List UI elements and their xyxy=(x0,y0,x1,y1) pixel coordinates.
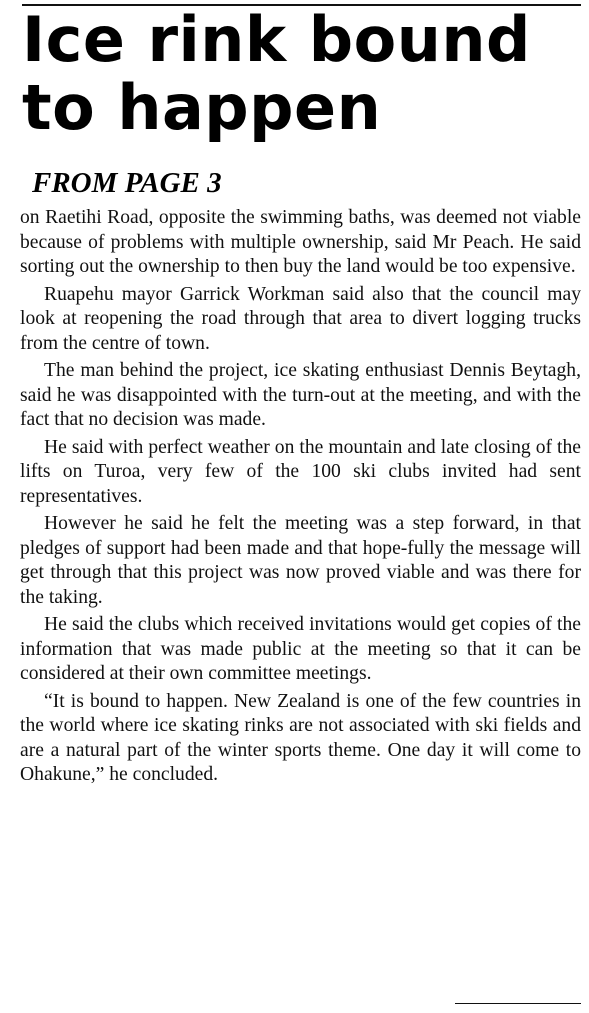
end-rule xyxy=(455,1003,581,1004)
headline-line-2: to happen xyxy=(22,71,382,144)
paragraph-6: He said the clubs which received invitations would get copies of the information that was made public at the meeting so that it can be considered at their own committee meetings. xyxy=(20,614,581,684)
headline-line-1: Ice rink bound xyxy=(22,3,531,76)
paragraph-5: However he said he felt the meeting was a step forward, in that pledges of support had been made and that hope-fully the message will get through that this project was now proved viable and was there for the taking. xyxy=(20,513,581,608)
paragraph-2: Ruapehu mayor Garrick Workman said also that the council may look at reopening the road through that area to divert logging trucks from the centre of town. xyxy=(20,283,581,354)
paragraph-7: “It is bound to happen. New Zealand is one of the few countries in the world where ice skating rinks are not associated with ski fields and are a natural part of the winter sports theme. One day it will come to Ohakune,” he concluded. xyxy=(20,690,581,785)
headline xyxy=(22,3,582,144)
paragraph-1: on Raetihi Road, opposite the swimming baths, was deemed not viable because of problems with multiple ownership, said Mr Peach. He said sorting out the ownership to then buy the land would be too expensive. xyxy=(20,207,581,277)
continued-from-kicker: FROM PAGE 3 xyxy=(32,167,222,199)
article-body xyxy=(20,206,581,791)
paragraph-4: He said with perfect weather on the mountain and late closing of the lifts on Turoa, very few of the 100 ski clubs invited had sent representatives. xyxy=(20,436,581,507)
paragraph-3: The man behind the project, ice skating enthusiast Dennis Beytagh, said he was disappointed with the turn-out at the meeting, and with the fact that no decision was made. xyxy=(20,360,581,430)
